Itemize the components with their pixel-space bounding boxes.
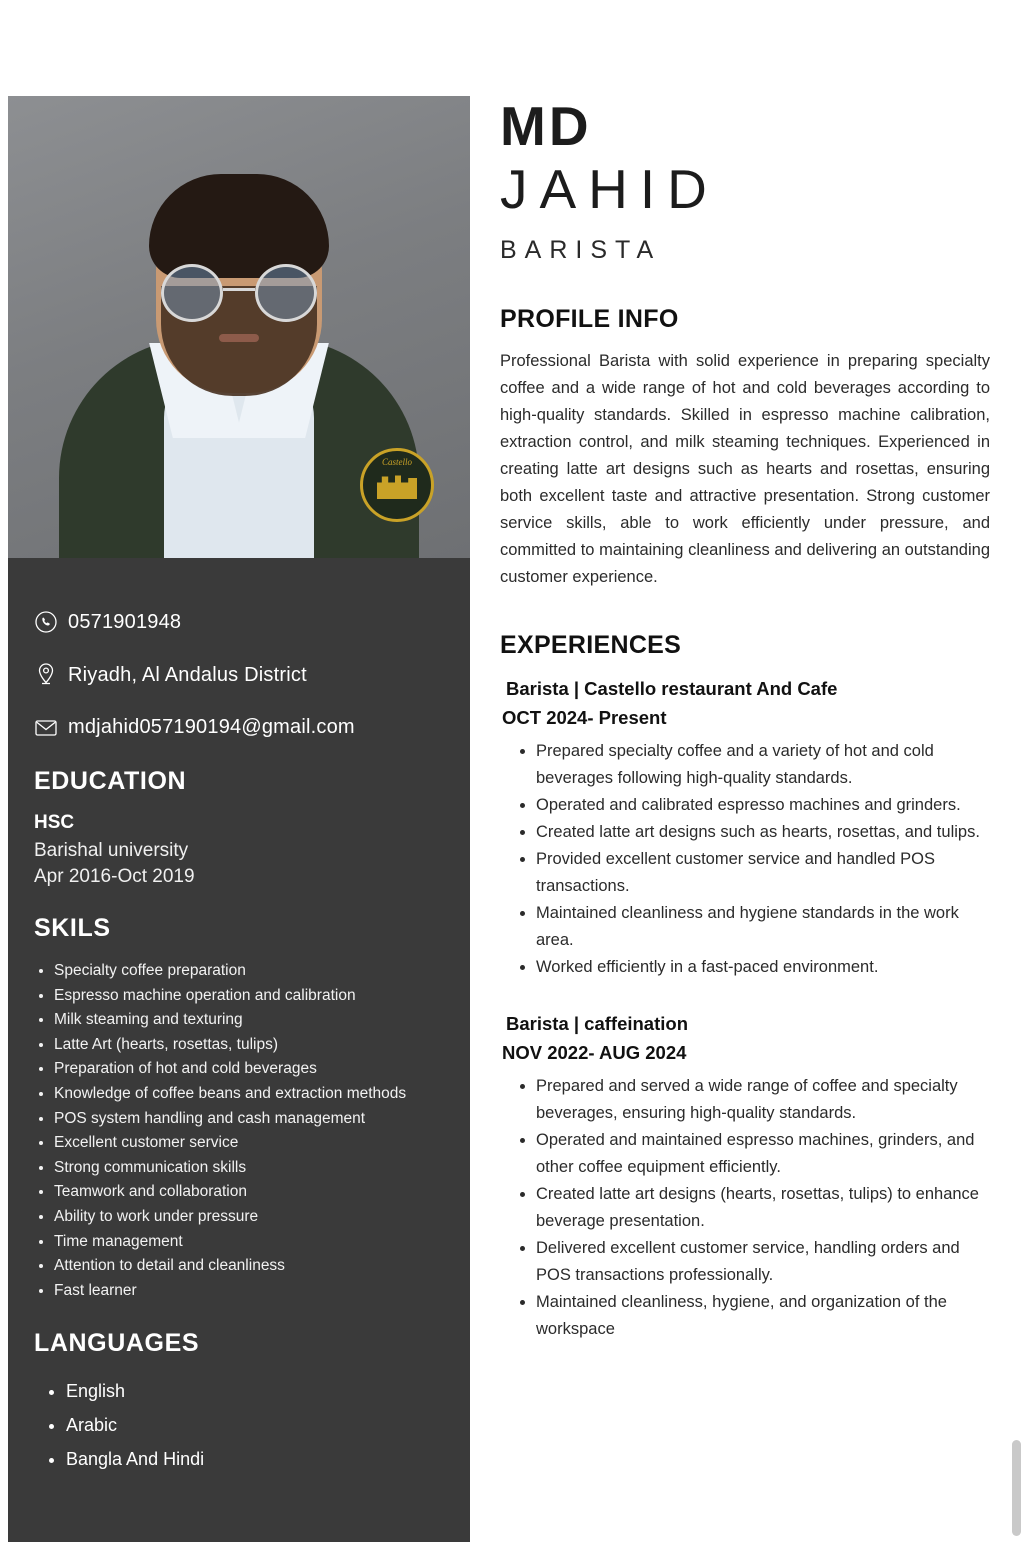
- castle-icon: [377, 473, 417, 499]
- photo-logo-badge: [360, 448, 434, 522]
- list-item: • Bangla And Hindi: [66, 1442, 452, 1476]
- job-dates: OCT 2024- Present: [502, 707, 667, 728]
- list-item: • Maintained cleanliness and hygiene standards in the work area.: [536, 900, 996, 954]
- list-item: • Provided excellent customer service and handled POS transactions.: [536, 846, 996, 900]
- list-item: • Operated and calibrated espresso machines and grinders.: [536, 792, 996, 819]
- photo-mouth: [219, 334, 259, 342]
- envelope-icon: [34, 718, 68, 738]
- list-item: • Ability to work under pressure: [54, 1205, 452, 1230]
- location-pin-icon: [34, 662, 68, 688]
- list-item: • Preparation of hot and cold beverages: [54, 1057, 452, 1082]
- list-item: • Knowledge of coffee beans and extraction methods: [54, 1082, 452, 1107]
- list-item: • Prepared and served a wide range of coffee and specialty beverages, ensuring high-quality standards.: [536, 1073, 996, 1127]
- email-text: mdjahid057190194@gmail.com: [68, 716, 355, 738]
- list-item: • Teamwork and collaboration: [54, 1180, 452, 1205]
- list-item: • Arabic: [66, 1408, 452, 1442]
- languages-list: [66, 1374, 452, 1476]
- experiences-heading: EXPERIENCES: [500, 631, 682, 659]
- education-heading: EDUCATION: [34, 767, 187, 795]
- list-item: • Prepared specialty coffee and a variety of hot and cold beverages following high-quality standards.: [536, 738, 996, 792]
- list-item: • Delivered excellent customer service, handling orders and POS transactions professionally.: [536, 1235, 996, 1289]
- contact-phone[interactable]: [34, 610, 470, 634]
- education-institution: Barishal university: [34, 840, 189, 861]
- experience-entry-1: [500, 674, 1006, 981]
- skills-heading: SKILS: [34, 914, 111, 942]
- contact-email[interactable]: [34, 716, 470, 739]
- job-bullets: [536, 738, 996, 981]
- vertical-scrollbar[interactable]: [1012, 1440, 1021, 1536]
- photo-eyeglass-right: [255, 264, 317, 322]
- list-item: • Specialty coffee preparation: [54, 959, 452, 984]
- list-item: • Latte Art (hearts, rosettas, tulips): [54, 1033, 452, 1058]
- list-item: • Maintained cleanliness, hygiene, and organization of the workspace: [536, 1289, 996, 1343]
- list-item: • Strong communication skills: [54, 1156, 452, 1181]
- main-content: [470, 0, 1024, 1347]
- list-item: • Attention to detail and cleanliness: [54, 1254, 452, 1279]
- list-item: • Operated and maintained espresso machines, grinders, and other coffee equipment efficiently.: [536, 1127, 996, 1181]
- profile-text: Professional Barista with solid experience in preparing specialty coffee and a wide range of hot and cold beverages according to high-quality standards. Skilled in espresso machine calibration, extraction control, and milk steaming techniques. Experienced in creating latte art designs such as hearts and rosettas, ensuring both excellent taste and attractive presentation. Strong customer service skills, able to work efficiently under pressure, and committed to maintaining cleanliness and delivering an outstanding customer experience.: [500, 352, 990, 586]
- list-item: • Created latte art designs such as hearts, rosettas, and tulips.: [536, 819, 996, 846]
- page-title-first: MD: [500, 95, 592, 157]
- languages-heading: LANGUAGES: [34, 1329, 200, 1358]
- list-item: • POS system handling and cash management: [54, 1107, 452, 1132]
- contact-block: [8, 558, 470, 739]
- section-spacer: [500, 985, 1006, 1003]
- list-item: • Espresso machine operation and calibration: [54, 984, 452, 1009]
- experience-entry-2: [500, 1009, 1006, 1343]
- photo-eyeglass-bridge: [223, 288, 255, 291]
- education-dates: Apr 2016-Oct 2019: [34, 866, 195, 887]
- contact-location[interactable]: [34, 662, 470, 688]
- job-title: Barista | caffeination: [506, 1013, 689, 1034]
- list-item: • English: [66, 1374, 452, 1408]
- phone-text: 0571901948: [68, 610, 182, 633]
- left-sidebar: [8, 96, 470, 1542]
- list-item: • Fast learner: [54, 1279, 452, 1304]
- list-item: • Time management: [54, 1230, 452, 1255]
- list-item: • Excellent customer service: [54, 1131, 452, 1156]
- education-degree: HSC: [34, 812, 75, 833]
- job-title: Barista | Castello restaurant And Cafe: [506, 678, 838, 699]
- profile-photo: [8, 96, 470, 558]
- job-bullets: [536, 1073, 996, 1343]
- list-item: • Worked efficiently in a fast-paced environment.: [536, 954, 996, 981]
- photo-hair: [149, 174, 329, 278]
- location-text: Riyadh, Al Andalus District: [68, 663, 307, 686]
- photo-logo-text: Castello: [381, 457, 412, 467]
- skills-list: [54, 959, 452, 1303]
- job-dates: NOV 2022- AUG 2024: [502, 1042, 687, 1063]
- list-item: • Created latte art designs (hearts, rosettas, tulips) to enhance beverage presentation.: [536, 1181, 996, 1235]
- job-role-subtitle: BARISTA: [500, 236, 662, 264]
- list-item: • Milk steaming and texturing: [54, 1008, 452, 1033]
- photo-eyeglass-left: [161, 264, 223, 322]
- phone-icon: [34, 610, 68, 634]
- profile-heading: PROFILE INFO: [500, 305, 679, 333]
- page-title-last: JAHID: [500, 158, 719, 220]
